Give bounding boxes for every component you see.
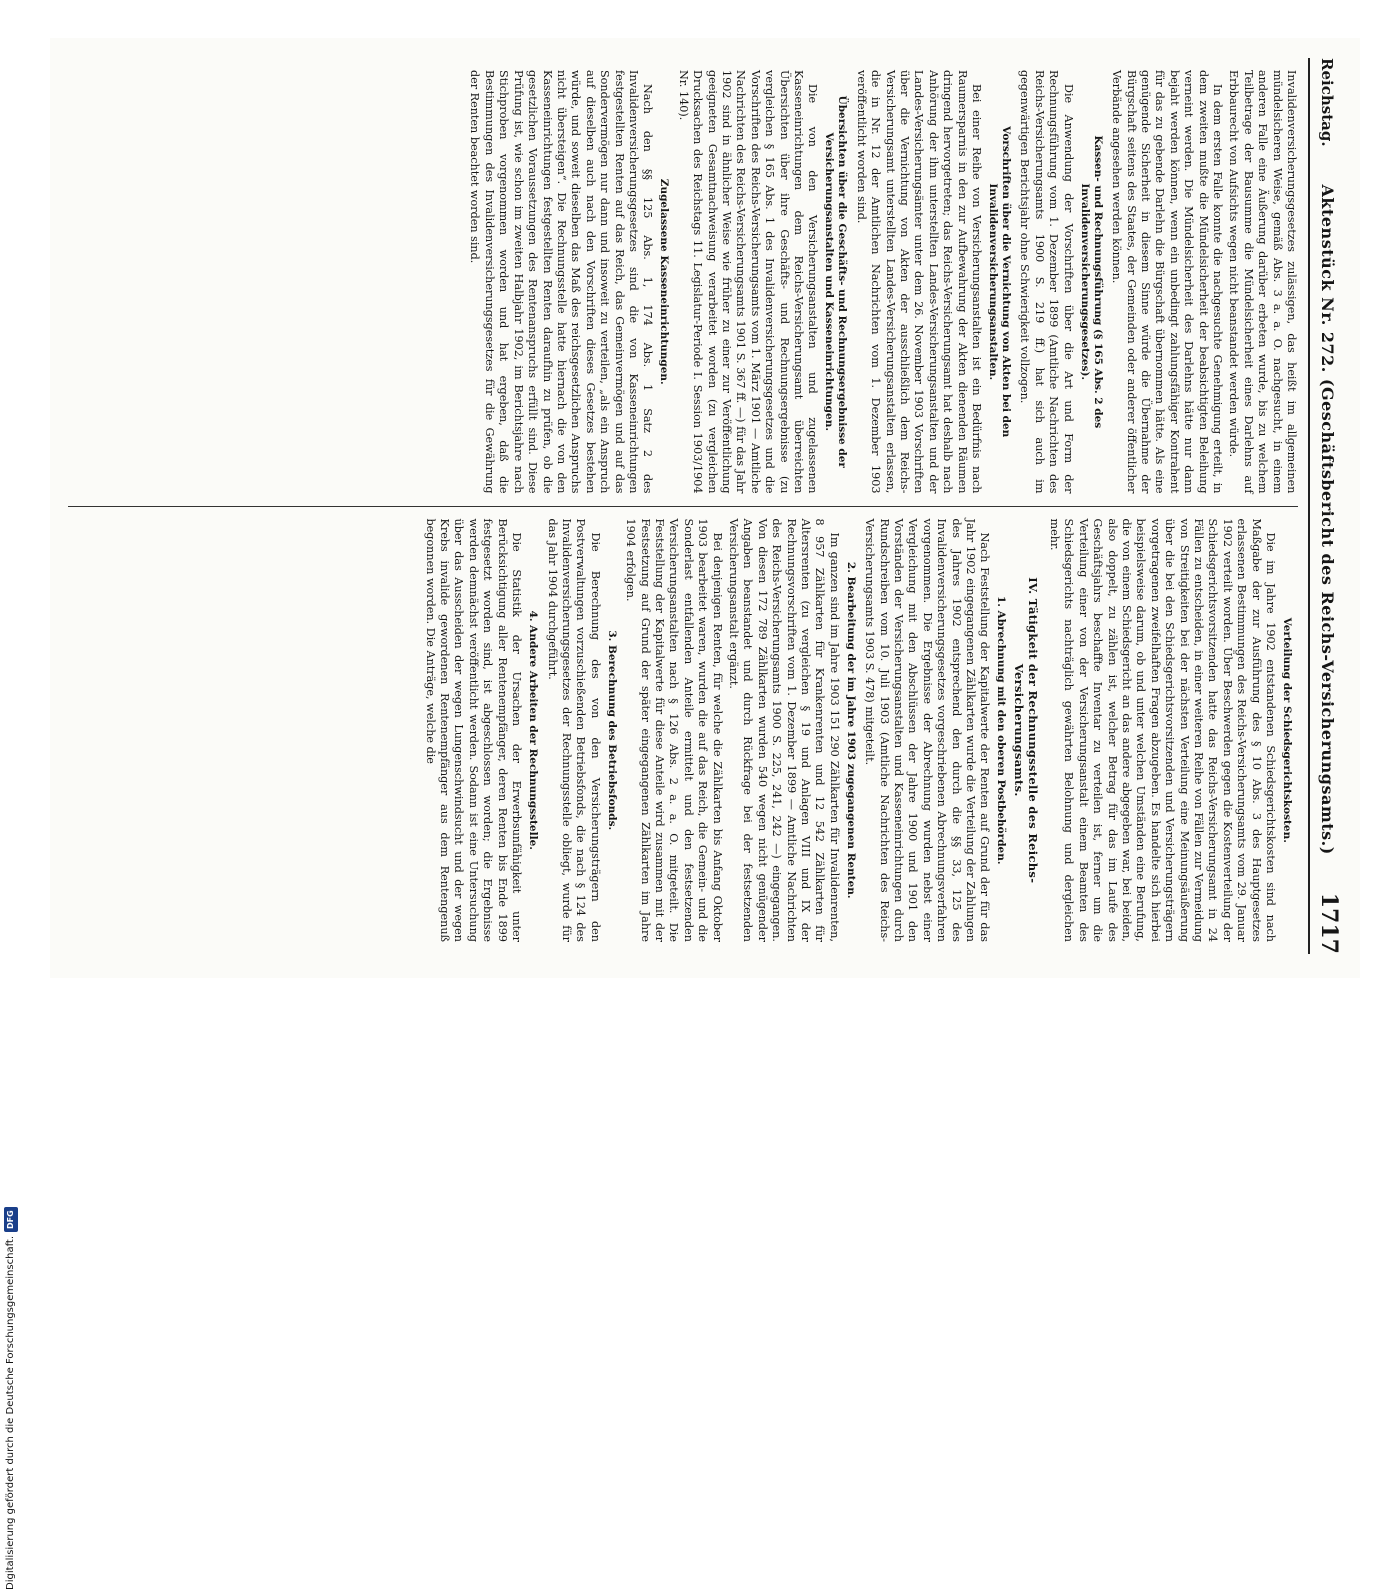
section-heading: 3. Berechnung des Betriebsfonds. xyxy=(605,630,618,831)
section-heading: Kassen- und Rechnungsführung (§ 165 Abs. 2 des Invalidenversicherungsgesetzes). xyxy=(1078,135,1104,429)
paragraph: Die Anwendung der Vorschriften über die Art und Form der Rechnungsführung vom 1. Dezember 1899 (Amtliche Nachrichten des Reichs-Versicherungsamts 1900 S. 219 ff.) hat sich auch im gegenwärtigen Berichtsjahr ohne Schwierigkeit vollzogen. xyxy=(1018,70,1075,494)
paragraph: Die von den Versicherungsanstalten und zugelassenen Kasseneinrichtungen dem Reichs-Versicherungsamt überreichten Übersichten über ihre Geschäfts- und Rechnungsergebnisse (zu vergleichen § 165 Abs. 1 des Invalidenversicherungsgesetzes und die Vorschriften des Reichs-Versicherungsamts vom 1. März 1901 — Amtliche Nachrichten des Reichs-Versicherungsamts 1901 S. 367 ff. —) für das Jahr 1902 sind in ähnlicher Weise wie früher zu einer zur Veröffentlichung geeigneten Gesamtnachweisung verarbeitet worden (zu vergleichen Drucksachen des Reichstags 11. Legislatur-Periode I. Session 1903/1904 Nr. 140). xyxy=(676,70,820,494)
dfg-logo: DFG xyxy=(4,1207,18,1232)
paragraph: Bei denjenigen Renten, für welche die Zählkarten bis Anfang Oktober 1903 bearbeitet waren, wurden die auf das Reich, die Gemein- und die Sonderlast entfallenden Anteile ermittelt und den festsetzenden Versicherungsanstalten nach § 126 Abs. 2 a. a. O. mitgeteilt. Die Feststellung der Kapitalwerte für diese Anteile wird zusammen mit der Festsetzung auf Grund der später eingegangenen Zählkarten im Jahre 1904 erfolgen. xyxy=(624,518,724,942)
paragraph: Im ganzen sind im Jahre 1903 151 290 Zählkarten für Invalidenrenten, 8 957 Zählkarten für Krankenrenten und 12 542 Zählkarten für Altersrenten (zu vergleichen § 19 und Anlagen VIII und IX der Rechnungsvorschriften vom 1. Dezember 1899 — Amtliche Nachrichten des Reichs-Versicherungsamts 1900 S. 225, 241, 242 —) eingegangen. Von diesen 172 789 Zählkarten wurden 540 wegen nicht genügender Angaben beanstandet und durch Rückfrage bei der festsetzenden Versicherungsanstalt ergänzt. xyxy=(727,518,841,942)
chapter-heading: IV. Tätigkeit der Rechnungsstelle des Reichs-Versicherungsamts. xyxy=(1012,577,1041,884)
paragraph: Nach den §§ 125 Abs. 1, 174 Abs. 1 Satz 2 des Invalidenversicherungsgesetzes sind die von Kasseneinrichtungen festgestellten Renten auf das Reich, das Gemeinvermögen und auf das Sondervermögen nur dann und insoweit zu verteilen, „als ein Anspruch auf dieselben auch nach den Vorschriften dieses Gesetzes bestehen würde, und soweit dieselben das Maß des reichsgesetzlichen Anspruchs nicht übersteigen“. Die Rechnungsstelle hatte hiernach die von den Kasseneinrichtungen festgestellten Renten daraufhin zu prüfen, ob die gesetzlichen Voraussetzungen des Rentenanspruchs erfüllt sind. Diese Prüfung ist, wie schon im zweiten Halbjahr 1902, im Berichtsjahre nach Stichproben vorgenommen worden und hat ergeben, daß die Bestimmungen des Invalidenversicherungsgesetzes für die Gewährung der Renten beachtet worden sind. xyxy=(468,70,655,494)
section-heading: Vorschriften über die Vernichtung von Akten bei den Invalidenversicherungsanstalten. xyxy=(987,126,1013,438)
section-heading: Verteilung der Schiedsgerichtskosten. xyxy=(1281,617,1293,843)
paragraph: Bei einer Reihe von Versicherungsanstalten ist ein Bedürfnis nach Raumersparnis in den zur Aufbewahrung der Akten dienenden Räumen dringend hervorgetreten; das Reichs-Versicherungsamt hat deshalb nach Anhörung der ihm unterstellten Landes-Versicherungsanstalten und der Landes-Versicherungsämter unter dem 26. November 1903 Vorschriften über die Vernichtung von Akten der ausschließlich dem Reichs-Versicherungsamt unterstellten Landes-Versicherungsanstalten erlassen, die in Nr. 12 der Amtlichen Nachrichten vom 1. Dezember 1903 veröffentlicht worden sind. xyxy=(854,70,984,494)
paragraph: Invalidenversicherungsgesetzes zulässigen, das heißt im allgemeinen mündelsicheren Weise, gemäß Abs. 3 a. a. O. nachgesucht, in einem anderen Falle eine Äußerung darüber erbeten wurde, bis zu welchem Teilbetrage der Bausumme die Mündelsicherheit eines Darlehns auf Erbbaurecht von Aufsichts wegen nicht beanstandet werden würde. xyxy=(1227,70,1298,494)
section-heading: 1. Abrechnung mit den oberen Postbehörden. xyxy=(995,595,1008,865)
paragraph: In dem ersten Falle konnte die nachgesuchte Genehmigung erteilt, in dem zweiten mußte die Mündelsicherheit der beabsichtigten Beleihung verneint werden. Die Mündelsicherheit des Darlehns hätte nur dann bejaht werden können, wenn ein unbedingt zahlungsfähiger Kontrahent für das zu gebende Darlehn die Bürgschaft übernommen hätte. Als eine genügende Sicherheit in diesem Sinne würde die Übernahme der Bürgschaft seitens des Staates, der Gemeinden oder anderer öffentlicher Verbände angesehen werden können. xyxy=(1110,70,1224,494)
section-heading: 4. Andere Arbeiten der Rechnungsstelle. xyxy=(527,610,540,850)
paragraph: Die Berechnung des von den Versicherungsträgern den Postverwaltungen vorzuschießenden Betriebsfonds, die nach § 124 des Invalidenversicherungsgesetzes der Rechnungsstelle obliegt, wurde für das Jahr 1904 durchgeführt. xyxy=(545,518,602,942)
digitization-footer xyxy=(4,1195,18,1590)
header-title: Aktenstück Nr. 272. (Geschäftsbericht des Reichs-Versicherungsamts.) xyxy=(1318,184,1337,855)
page-header xyxy=(1308,58,1340,954)
header-left: Reichstag. xyxy=(1318,58,1336,147)
section-heading: Übersichten über die Geschäfts- und Rechnungsergebnisse der Versicherungsanstalten und Kasseneinrichtungen. xyxy=(823,95,849,468)
paragraph: Die im Jahre 1902 entstandenen Schiedsgerichtskosten sind nach Maßgabe der zur Ausführung des § 10 Abs. 3 des Hauptgesetzes erlassenen Bestimmungen des Reichs-Versicherungsamts vom 29. Januar 1902 verteilt worden. Über Beschwerden gegen die Kostenverteilung der Schiedsgerichtsvorsitzenden hatte das Reichs-Versicherungsamt in 24 Fällen zu entscheiden, in einer weiteren Reihe von Fällen zur Vermeidung von Streitigkeiten bei der nächsten Verteilung eine Meinungsäußerung über die bei den Schiedsgerichtsvorsitzenden und Versicherungsträgern vorgetragenen zweifelhaften Fragen abzugeben. Es handelte sich hierbei beispielsweise darum, ob und unter welchen Umständen eine Berufung, die von einem Schiedsgericht an das andere abgegeben war, bei beiden, also doppelt, zu zählen ist, welcher Betrag für das im Laufe des Geschäftsjahrs beschaffte Inventar zu verteilen ist, ferner um die Verteilung einer von der Versicherungsanstalt einem Beamten des Schiedsgerichts nachträglich gewährten Belohnung und dergleichen mehr. xyxy=(1047,518,1277,942)
section-heading: Zugelassene Kasseneinrichtungen. xyxy=(658,178,671,385)
page-number: 1717 xyxy=(1316,892,1342,954)
paragraph: Nach Feststellung der Kapitalwerte der Renten auf Grund der für das Jahr 1902 eingegangenen Zählkarten wurde die Verteilung der Zahlungen des Jahres 1902 entsprechend den durch die §§ 33, 125 des Invalidenversicherungsgesetzes vorgeschriebenen Abrechnungsverfahren vorgenommen. Die Ergebnisse der Abrechnung wurden nebst einer Vergleichung mit den Abschlüssen der Jahre 1900 und 1901 den Vorständen der Versicherungsanstalten und Kasseneinrichtungen durch Rundschreiben vom 10. Juli 1903 (Amtliche Nachrichten des Reichs-Versicherungsamts 1903 S. 478) mitgeteilt. xyxy=(863,518,992,942)
text-columns xyxy=(68,58,1298,954)
footer-text: Digitalisierung gefördert durch die Deutsche Forschungsgemeinschaft. xyxy=(5,1235,16,1590)
scanned-document xyxy=(50,38,1360,978)
document-page xyxy=(50,38,1360,978)
left-column xyxy=(68,58,1298,506)
section-heading: 2. Bearbeitung der im Jahre 1903 zugegangenen Renten. xyxy=(844,561,857,899)
right-column xyxy=(68,506,1298,955)
paragraph: Die Statistik der Ursachen der Erwerbsunfähigkeit unter Berücksichtigung aller Rentenempfänger, deren Renten bis Ende 1899 festgesetzt worden sind, ist abgeschlossen worden; die Ergebnisse werden demnächst veröffentlicht werden. Sodann ist eine Untersuchung über das Ausscheiden der wegen Lungenschwindsucht und der wegen Krebs invalide gewordenen Rentenempfänger aus dem Rentengenuß begonnen worden. Die Anträge, welche die xyxy=(423,518,524,942)
